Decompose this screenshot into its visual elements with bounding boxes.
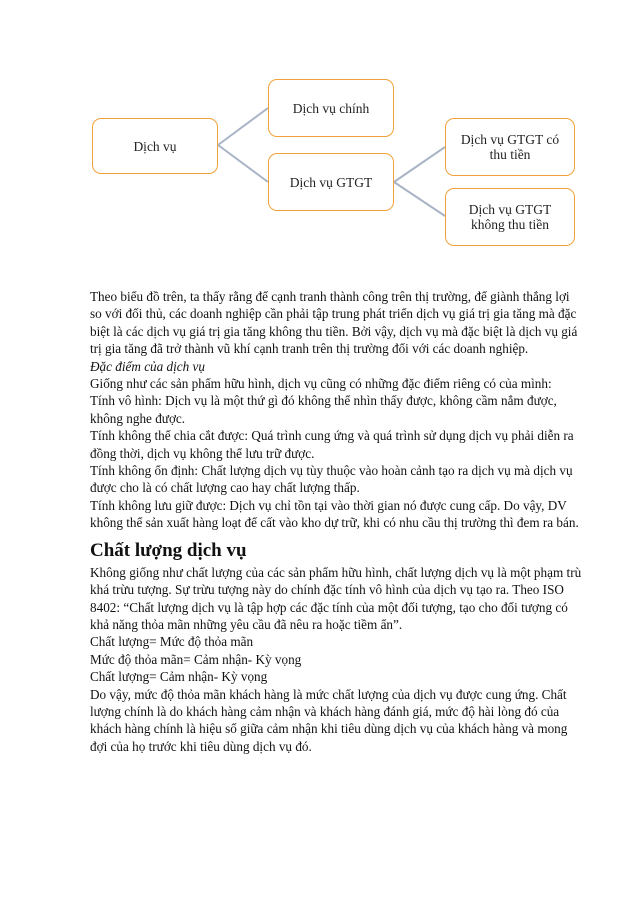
formula-2: Mức độ thỏa mãn= Cảm nhận- Kỳ vọng bbox=[90, 651, 302, 667]
formula-1: Chất lượng= Mức độ thỏa mãn bbox=[90, 634, 254, 650]
node-dich-vu-chinh bbox=[268, 79, 394, 137]
feature-intangibility: Tính vô hình: Dịch vụ là một thứ gì đó không thể nhìn thấy được, không cầm nắm được, không nghe được. bbox=[90, 393, 557, 426]
connector-root-vas bbox=[218, 145, 268, 182]
node-dich-vu-label: Dịch vụ bbox=[133, 138, 177, 154]
intro-paragraph: Theo biểu đồ trên, ta thấy rằng để cạnh tranh thành công trên thị trường, để giành thắng lợi so với đối thủ, các doanh nghiệp cần phải tập trung phát triển dịch vụ giá trị gia tăng mà đặc biệt là các dịch vụ giá trị gia tăng không thu tiền. Bởi vậy, dịch vụ mà đặc biệt là dịch vụ giá trị gia tăng đã trở thành vũ khí cạnh tranh trên thị trường đối với các doanh nghiệp. bbox=[90, 289, 578, 357]
connector-root-main bbox=[218, 108, 268, 145]
features-paragraph-1: Giống như các sản phẩm hữu hình, dịch vụ cũng có những đặc điểm riêng có của mình: bbox=[90, 376, 552, 392]
node-gtgt-co-thu-tien-label: Dịch vụ GTGT có thu tiền bbox=[460, 132, 560, 162]
formula-3: Chất lượng= Cảm nhận- Kỳ vọng bbox=[90, 669, 268, 685]
document-body bbox=[90, 288, 582, 755]
quality-paragraph-2: Do vậy, mức độ thỏa mãn khách hàng là mức chất lượng của dịch vụ được cung ứng. Chất lượng chính là do khách hàng cảm nhận và khách hàng đánh giá, mức độ hài lòng đó của khách hàng chính là hiệu số giữa cảm nhận khi tiêu dùng dịch vụ của khách hàng và mong đợi của họ trước khi tiêu dùng dịch vụ đó. bbox=[90, 686, 568, 754]
feature-perishability: Tính không lưu giữ được: Dịch vụ chỉ tồn tại vào thời gian nó được cung cấp. Do vậy, DV không thể sản xuất hàng loạt để cất vào kho dự trữ, khi có nhu cầu thị trường thì đem ra bán. bbox=[90, 497, 579, 531]
feature-instability: Tính không ổn định: Chất lượng dịch vụ tùy thuộc vào hoàn cảnh tạo ra dịch vụ mà dịch vụ được cho là có chất lượng cao hay chất lượng thấp. bbox=[90, 463, 573, 496]
node-dich-vu-gtgt bbox=[268, 153, 394, 211]
node-dich-vu-gtgt-label: Dịch vụ GTGT bbox=[289, 174, 373, 190]
quality-paragraph-1: Không giống như chất lượng của các sản phẩm hữu hình, chất lượng dịch vụ là một phạm trù khá trừu tượng. Sự trừu tượng này do chính đặc tính vô hình của dịch vụ tạo ra. Theo ISO 8402: “Chất lượng dịch vụ là tập hợp các đặc tính của một đối tượng, tạo cho đối tượng có khả năng thỏa mãn những yêu cầu đã nêu ra hoặc tiềm ẩn”. bbox=[90, 564, 582, 632]
node-gtgt-co-thu-tien bbox=[445, 118, 575, 176]
node-dich-vu-chinh-label: Dịch vụ chính bbox=[292, 100, 370, 116]
node-gtgt-khong-thu-tien bbox=[445, 188, 575, 246]
connector-vas-paid bbox=[394, 147, 445, 182]
node-gtgt-khong-thu-tien-label: Dịch vụ GTGT không thu tiền bbox=[468, 202, 552, 232]
feature-inseparability: Tính không thể chia cắt được: Quá trình cung ứng và quá trình sử dụng dịch vụ phải diễn ra đồng thời, dịch vụ không thể lưu trữ được. bbox=[90, 428, 574, 461]
section-title-quality: Chất lượng dịch vụ bbox=[90, 539, 247, 561]
node-dich-vu bbox=[92, 118, 218, 174]
features-heading: Đặc điểm của dịch vụ bbox=[90, 358, 205, 374]
connector-vas-free bbox=[394, 182, 445, 216]
